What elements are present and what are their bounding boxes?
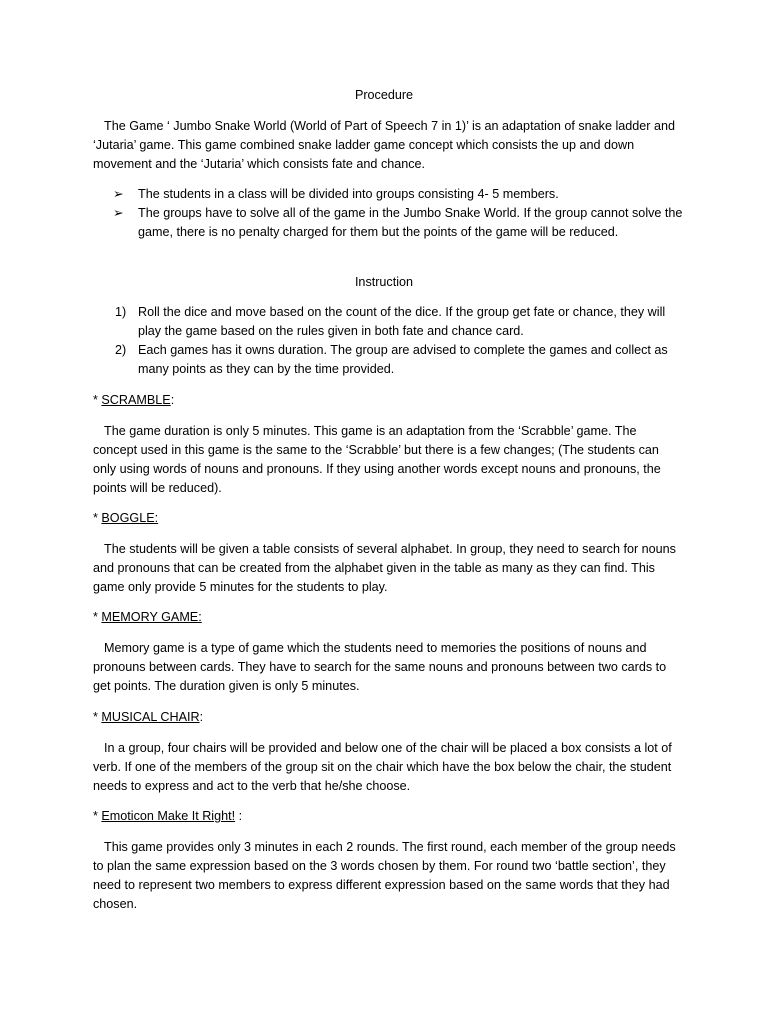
section-prefix: * [93,511,102,525]
section-body-memory-game: Memory game is a type of game which the students need to memories the positions of nouns and pronouns between cards. They have to search for the same nouns and pronouns between two cards to get points. The duration given is only 5 minutes. [93,641,667,693]
section-heading-emoticon [93,807,242,826]
section-body-musical-chair: In a group, four chairs will be provided and below one of the chair will be placed a box consists a lot of verb. If one of the members of the group sit on the chair which have the box below the chair, the student needs to express and act to the verb that he/she choose. [93,741,672,793]
bullet-arrow-icon: ➢ [113,206,124,220]
bullet-item [93,204,683,242]
item-number: 1) [115,305,127,319]
section-suffix: : [199,710,204,724]
section-prefix: * [93,710,102,724]
section-suffix: : [170,393,175,407]
section-heading-musical-chair [93,708,203,727]
section-title: SCRAMBLE [101,393,171,407]
section-heading-scramble [93,391,174,410]
section-heading-memory-game [93,608,202,627]
section-suffix: : [235,809,243,823]
section-prefix: * [93,393,102,407]
procedure-heading: Procedure [354,88,414,102]
section-prefix: * [93,809,102,823]
section-title: MEMORY GAME: [101,610,202,624]
bullet-text: The groups have to solve all of the game in the Jumbo Snake World. If the group cannot solve the game, there is no penalty charged for them but the points of the game will be reduced. [138,206,683,239]
bullet-arrow-icon: ➢ [113,187,124,201]
instruction-heading: Instruction [354,275,414,289]
procedure-intro: The Game ‘ Jumbo Snake World (World of Part of Speech 7 in 1)’ is an adaptation of snake ladder and ‘Jutaria’ game. This game combined snake ladder game concept which consists the up and down movement and the ‘Jutaria’ which consists fate and chance. [93,119,675,171]
section-prefix: * [93,610,102,624]
section-heading-boggle [93,509,158,528]
section-body-boggle: The students will be given a table consists of several alphabet. In group, they need to search for nouns and pronouns that can be created from the alphabet given in the table as many as they can find. This game only provide 5 minutes for the students to play. [93,542,676,594]
section-title: BOGGLE: [101,511,159,525]
section-body-scramble: The game duration is only 5 minutes. This game is an adaptation from the ‘Scrabble’ game. The concept used in this game is the same to the ‘Scrabble’ but there is a few changes; (The students can only using words of nouns and pronouns. If they using another words except nouns and pronouns, the points will be reduced). [93,424,661,495]
instruction-text: Each games has it owns duration. The group are advised to complete the games and collect as many points as they can by the time provided. [138,343,668,376]
section-title: MUSICAL CHAIR [101,710,200,724]
instruction-list [93,303,683,379]
instruction-item [93,341,683,379]
instruction-item [93,303,683,341]
procedure-bullet-list [93,185,683,242]
bullet-item [93,185,683,204]
bullet-text: The students in a class will be divided into groups consisting 4- 5 members. [138,187,559,201]
section-title: Emoticon Make It Right! [101,809,236,823]
section-body-emoticon: This game provides only 3 minutes in each 2 rounds. The first round, each member of the group needs to plan the same expression based on the 3 words chosen by them. For round two ‘battle section’, they need to represent two members to express different expression based on the same words that they had chosen. [93,840,676,911]
item-number: 2) [115,343,127,357]
instruction-text: Roll the dice and move based on the count of the dice. If the group get fate or chance, they will play the game based on the rules given in both fate and chance card. [138,305,666,338]
